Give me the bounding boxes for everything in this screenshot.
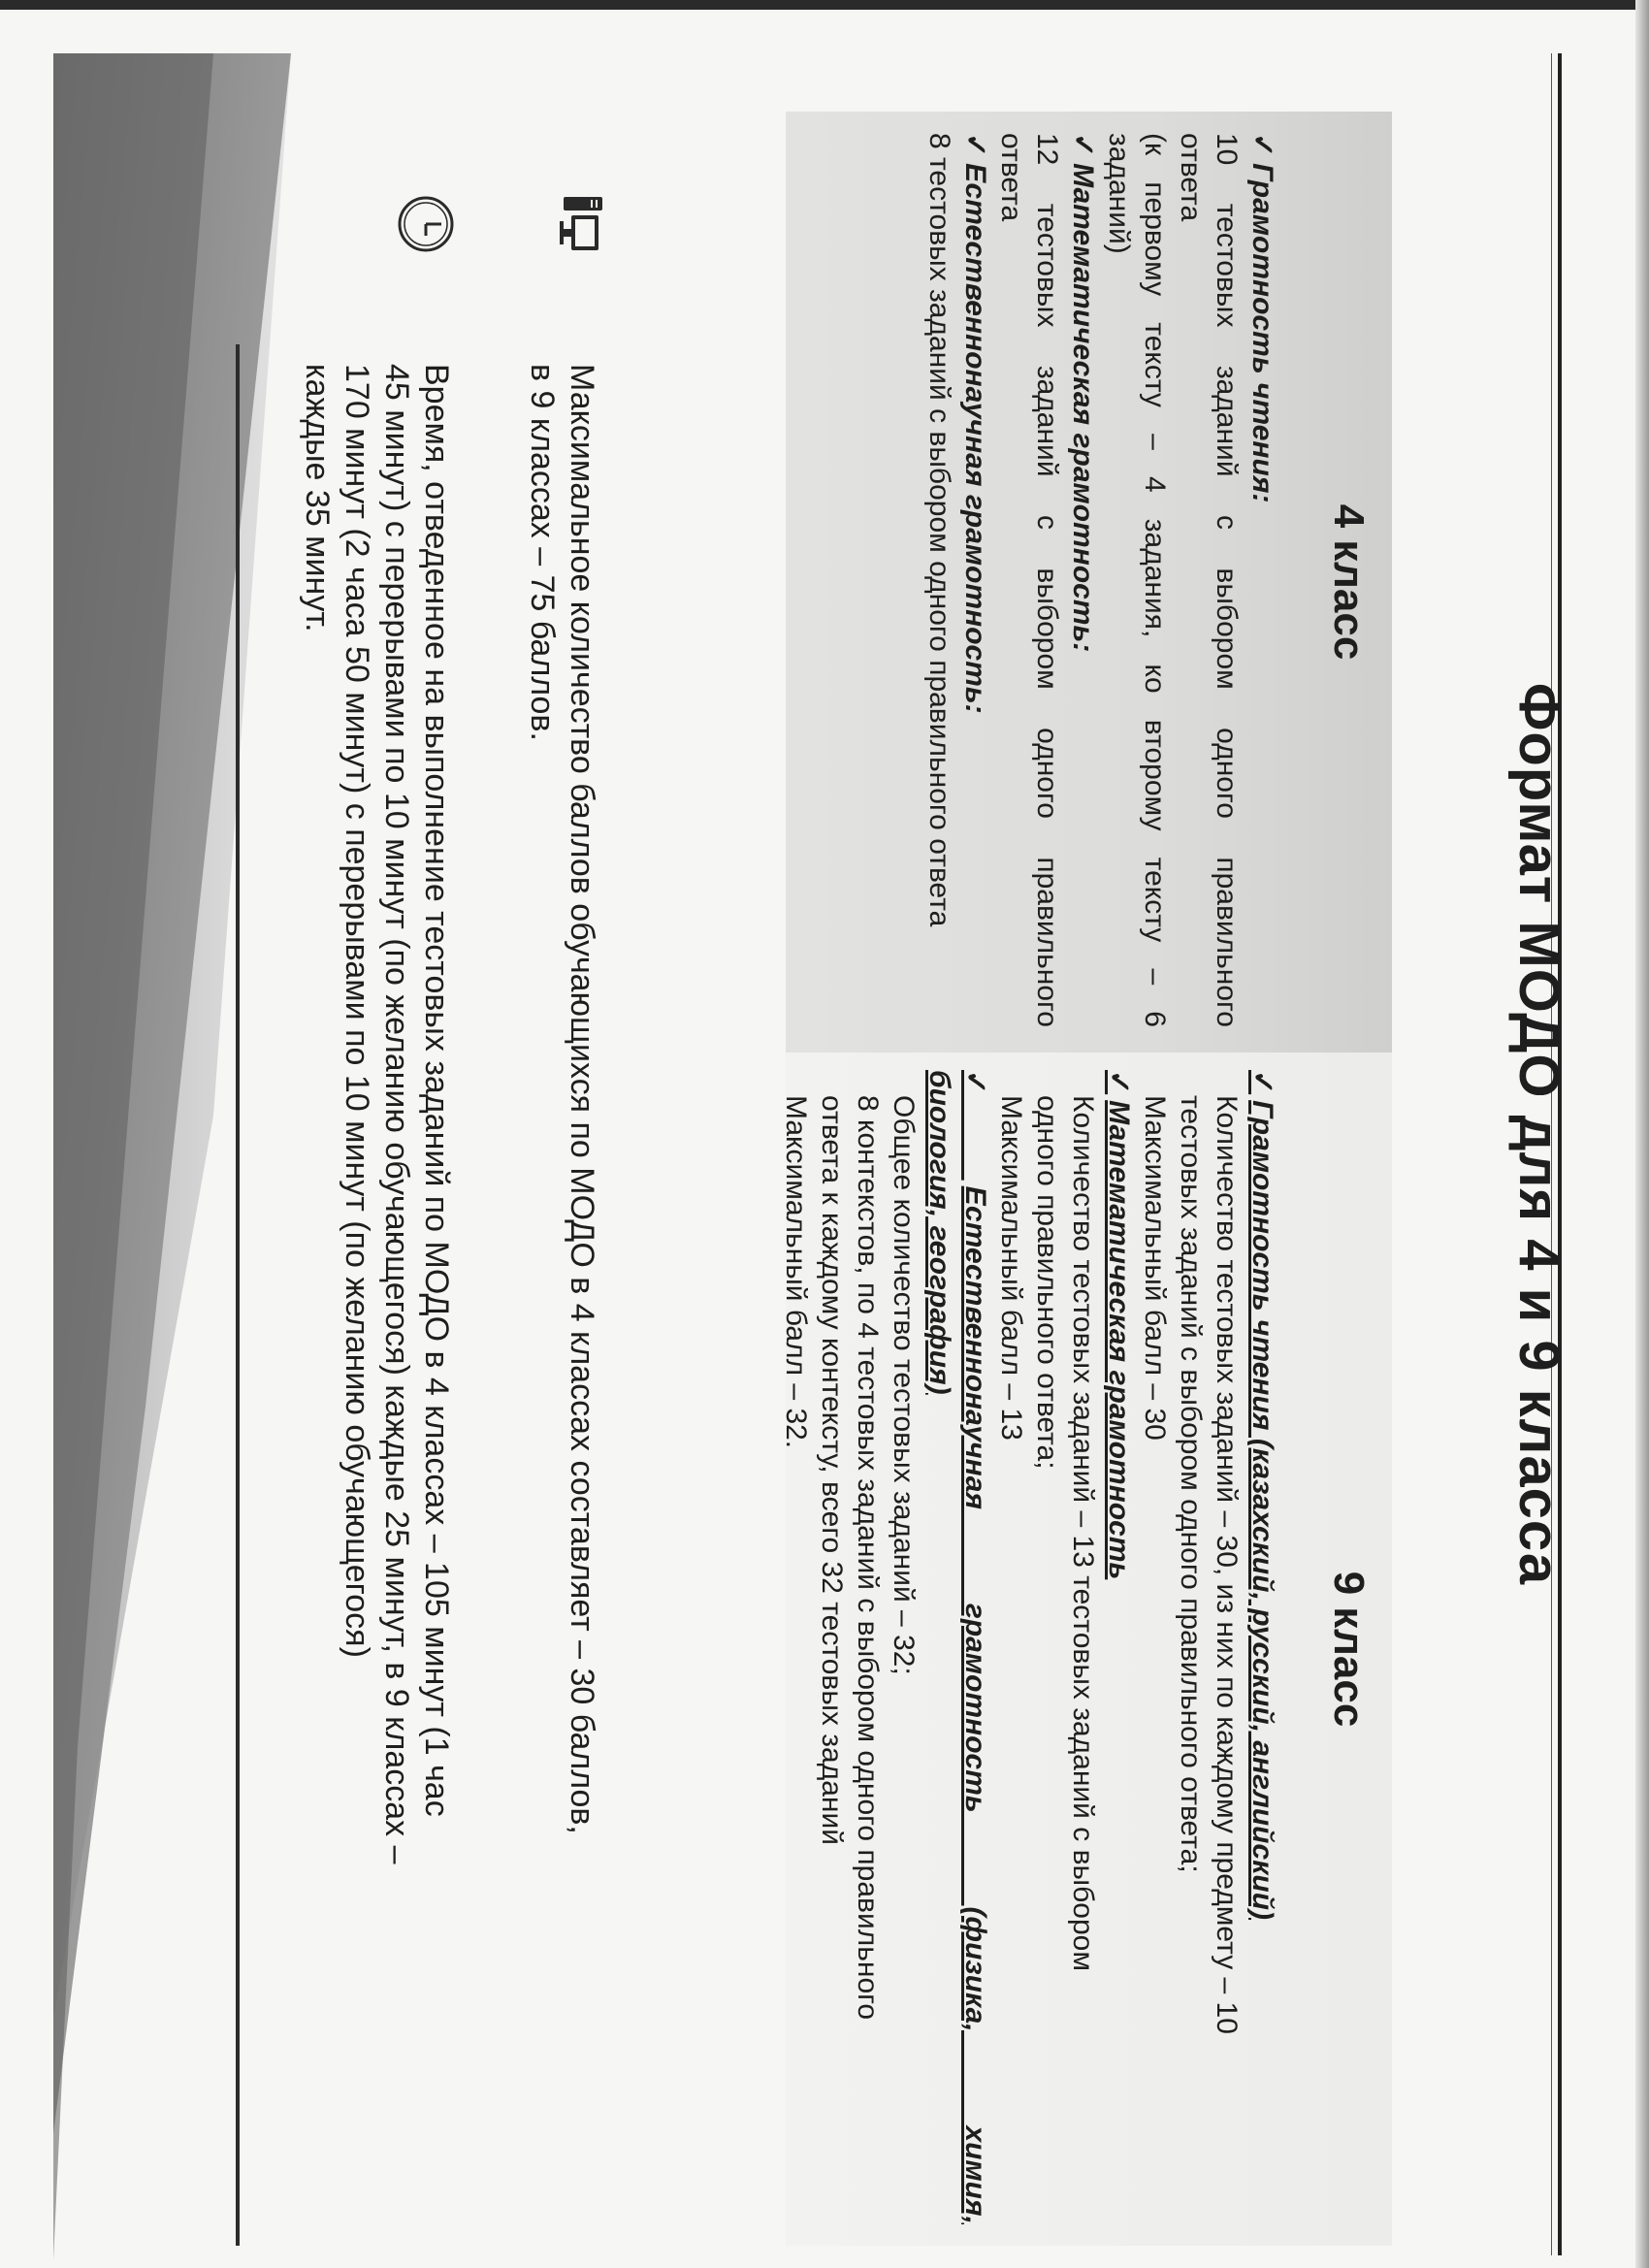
grade9-science-line: 8 контекстов, по 4 тестовых заданий с выбором одного правильного — [852, 1095, 884, 2021]
grade9-math-line: Количество тестовых заданий – 13 тестовых заданий с выбором — [1067, 1095, 1099, 1971]
grade4-panel — [786, 112, 1392, 1053]
grade9-panel — [780, 1053, 1392, 2246]
grade4-heading: 4 класс — [1325, 503, 1373, 661]
grade9-math-line: Максимальный балл – 13 — [995, 1095, 1027, 1441]
check-icon: ✓ — [959, 133, 991, 158]
grade9-reading-line: Максимальный балл – 30 — [1139, 1095, 1171, 1441]
grade9-reading-title: ✓Грамотность чтения (казахский, русский, английский) — [1246, 1070, 1278, 1921]
check-icon: ✓ — [1246, 133, 1278, 158]
grade9-math-title: ✓Математическая грамотность — [1103, 1070, 1135, 1580]
page-title: Формат МОДО для 4 и 9 класса — [1507, 682, 1570, 1586]
grade4-reading-line: заданий) — [1103, 133, 1135, 254]
grade4-reading-title: ✓Грамотность чтения: — [1246, 133, 1278, 503]
grade4-body — [922, 133, 1280, 1027]
grade4-reading-line: ответа — [1175, 133, 1207, 222]
grade4-science-title: ✓Естественнонаучная грамотность: — [959, 133, 991, 714]
check-icon: ✓ — [959, 1070, 991, 1181]
grade9-reading-line: Количество тестовых заданий – 30, из них по каждому предмету – 10 — [1211, 1095, 1243, 2034]
grade9-science-line: Общее количество тестовых заданий – 32; — [888, 1095, 920, 1675]
max-score-line: в 9 классах – 75 баллов. — [524, 364, 561, 741]
grade4-reading-line: 10 тестовых заданий с выбором одного правильного — [1211, 133, 1243, 1027]
grade9-science-line: Максимальный балл – 32. — [780, 1095, 812, 1449]
grade9-math-line: одного правильного ответа; — [1031, 1095, 1063, 1470]
computer-icon — [546, 194, 606, 254]
clock-icon — [396, 194, 456, 254]
grade9-science-title: ✓Естественнонаучная грамотность (физика, химия, — [959, 1070, 991, 2225]
grade4-reading-line: (к первому тексту – 4 задания, ко второму тексту – 6 — [1139, 133, 1171, 1027]
max-score-line: Максимальное количество баллов обучающихся по МОДО в 4 классах составляет – 30 баллов, — [564, 364, 600, 1834]
max-score-text — [522, 364, 601, 2224]
check-icon: ✓ — [1067, 133, 1099, 158]
check-icon: ✓ — [1246, 1070, 1278, 1095]
time-limit-text — [297, 364, 456, 2224]
grade9-science-line: ответа к каждому контексту, всего 32 тестовых заданий — [816, 1095, 848, 1845]
grade4-science-line: 8 тестовых заданий с выбором одного правильного ответа — [923, 133, 955, 927]
grade4-math-line: ответа — [995, 133, 1027, 222]
grade4-math-title: ✓Математическая грамотность: — [1067, 133, 1099, 653]
time-limit-line: 170 минут (2 часа 50 минут) с перерывами по 10 минут (по желанию обучающегося) — [339, 364, 375, 1658]
bottom-divider — [236, 344, 240, 2246]
time-limit-line: 45 минут) с перерывами по 10 минут (по желанию обучающегося) каждые 25 минут, в 9 классах – — [378, 364, 415, 1864]
time-limit-line: каждые 35 минут. — [299, 364, 336, 632]
check-icon: ✓ — [1103, 1070, 1135, 1095]
grade9-reading-line: тестовых заданий с выбором одного правильного ответа; — [1175, 1095, 1207, 1873]
grade9-body — [778, 1070, 1280, 2224]
grade9-science-title-cont: биология, география) — [923, 1070, 955, 1395]
time-limit-line: Время, отведенное на выполнение тестовых заданий по МОДО в 4 классах – 105 минут (1 час — [418, 364, 455, 1817]
grade4-math-line: 12 тестовых заданий с выбором одного правильного — [1031, 133, 1063, 1027]
grade9-heading: 9 класс — [1325, 1571, 1373, 1728]
